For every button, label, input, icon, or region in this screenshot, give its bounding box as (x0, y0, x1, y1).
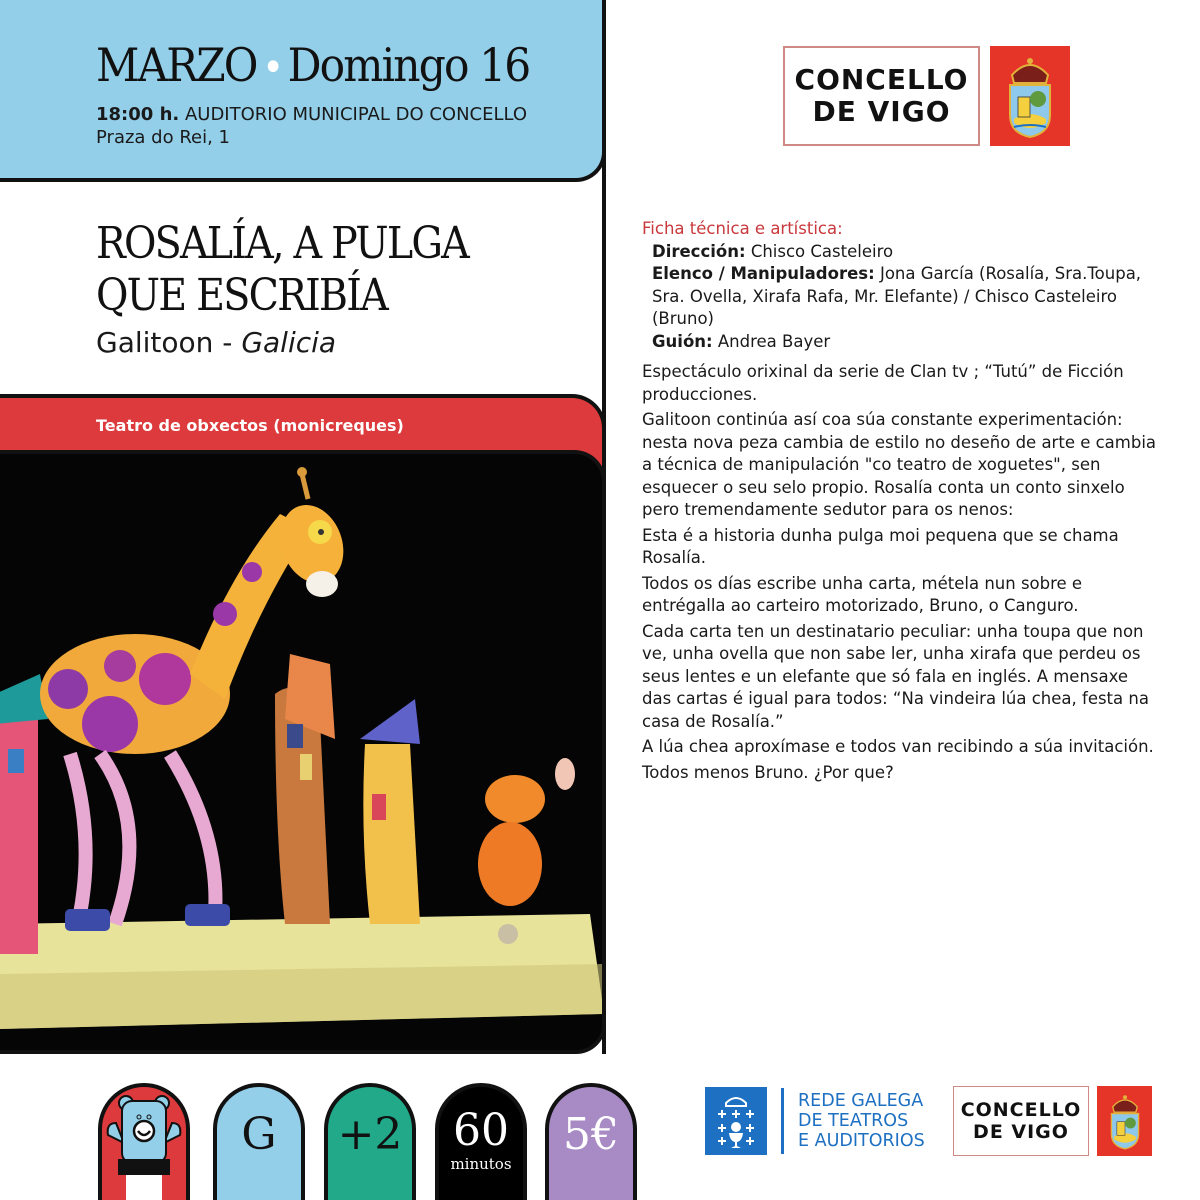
credit-item (652, 241, 1162, 264)
month: MARZO (96, 38, 257, 92)
show-photo (0, 450, 606, 1054)
credit-value: Andrea Bayer (712, 331, 831, 351)
rating-badge (213, 1083, 305, 1200)
price-text: 5€ (563, 1109, 619, 1160)
day: Domingo 16 (287, 38, 530, 92)
logo-line1: CONCELLO (794, 63, 969, 96)
description-paragraph: Cada carta ten un destinatario peculiar: unha toupa que non ve, unha ovella que non sabe ler, unha xirafa que perdeu os seus lentes e un elefante que só fala en inglés. A mensaxe das cartas é igual para todos: “Na vindeira lúa chea, festa na casa de Rosalía.” (642, 621, 1149, 731)
concello-de-vigo-logo-small (953, 1086, 1152, 1156)
credit-value: Jona García (Rosalía, Sra.Toupa, Sra. Ovella, Xirafa Rafa, Mr. Elefante) / Chisco Casteleiro (Bruno) (652, 264, 1142, 328)
xunta-emblem-icon (705, 1087, 767, 1155)
credit-label: Elenco / Manipuladores: (652, 264, 875, 283)
company-name: Galitoon (96, 326, 214, 359)
age-badge (324, 1083, 416, 1200)
credit-label: Guión: (652, 331, 713, 351)
show-info (642, 218, 1162, 784)
rede-line2: DE TEATROS (798, 1111, 909, 1131)
company-region: Galicia (241, 326, 337, 359)
date-header-panel (0, 0, 606, 182)
age-text: +2 (337, 1109, 403, 1160)
rede-text (798, 1091, 925, 1151)
logo-line2: DE VIGO (812, 95, 951, 128)
venue-line (96, 104, 527, 125)
credit-label: Dirección: (652, 241, 746, 261)
event-date (96, 38, 529, 92)
show-title-line1: ROSALÍA, A PULGA (96, 218, 468, 269)
credit-item (652, 331, 1162, 354)
puppet-badge (98, 1083, 190, 1200)
divider (781, 1088, 784, 1154)
event-time: 18:00 h. (96, 104, 180, 125)
description-paragraph: Espectáculo orixinal da serie de Clan tv ; “Tutú” de Ficción producciones. (642, 362, 1124, 404)
company-separator: - (213, 326, 242, 359)
bear-puppet-icon (102, 1087, 186, 1200)
description-paragraph: Galitoon continúa así coa súa constante experimentación: nesta nova peza cambia de estilo no deseño de arte e cambia a técnica de manipulación "co teatro de xoguetes", sen esquecer o seu selo propio. Rosalía conta un conto sinxelo pero tremendamente sedutor para os nenos: (642, 410, 1157, 519)
rede-line1: REDE GALEGA (798, 1091, 924, 1111)
duration-value: 60 (453, 1105, 509, 1156)
logo-text (783, 46, 980, 146)
credit-item (652, 263, 1162, 331)
duration-badge (435, 1083, 527, 1200)
duration-unit: minutos (450, 1155, 512, 1173)
description-paragraph: A lúa chea aproxímase e todos van recibindo a súa invitación. (642, 737, 1154, 756)
separator-dot: • (262, 45, 283, 91)
rede-line3: E AUDITORIOS (798, 1131, 925, 1151)
concello-de-vigo-logo (783, 46, 1070, 146)
venue-address: Praza do Rei, 1 (96, 127, 230, 148)
description-paragraph: Todos os días escribe unha carta, mételа nun sobre e entrégalla ao carteiro motorizado, Bruno, o Canguro. (642, 573, 1083, 615)
show-title-line2: QUE ESCRIBÍA (96, 270, 387, 321)
rede-galega-logo (705, 1087, 925, 1155)
logo-line1: CONCELLO (960, 1099, 1082, 1121)
description-paragraph: Esta é a historia dunha pulga moi pequena que se chama Rosalía. (642, 525, 1119, 567)
logo-text (953, 1086, 1089, 1156)
genre-label: Teatro de obxectos (monicreques) (96, 416, 404, 435)
venue-name: AUDITORIO MUNICIPAL DO CONCELLO (184, 104, 528, 125)
description-paragraph: Todos menos Bruno. ¿Por que? (642, 762, 894, 782)
logo-line2: DE VIGO (973, 1121, 1069, 1143)
vigo-crest-icon (990, 46, 1070, 146)
credits-list (642, 241, 1162, 354)
show-title (96, 218, 528, 322)
company-line (96, 326, 336, 359)
vigo-crest-icon (1097, 1086, 1152, 1156)
price-badge (545, 1083, 637, 1200)
puppet-scene-illustration (0, 454, 604, 1054)
rating-text: G (241, 1109, 277, 1160)
credits-heading: Ficha técnica e artística: (642, 219, 843, 238)
credit-value: Chisco Casteleiro (745, 241, 894, 261)
